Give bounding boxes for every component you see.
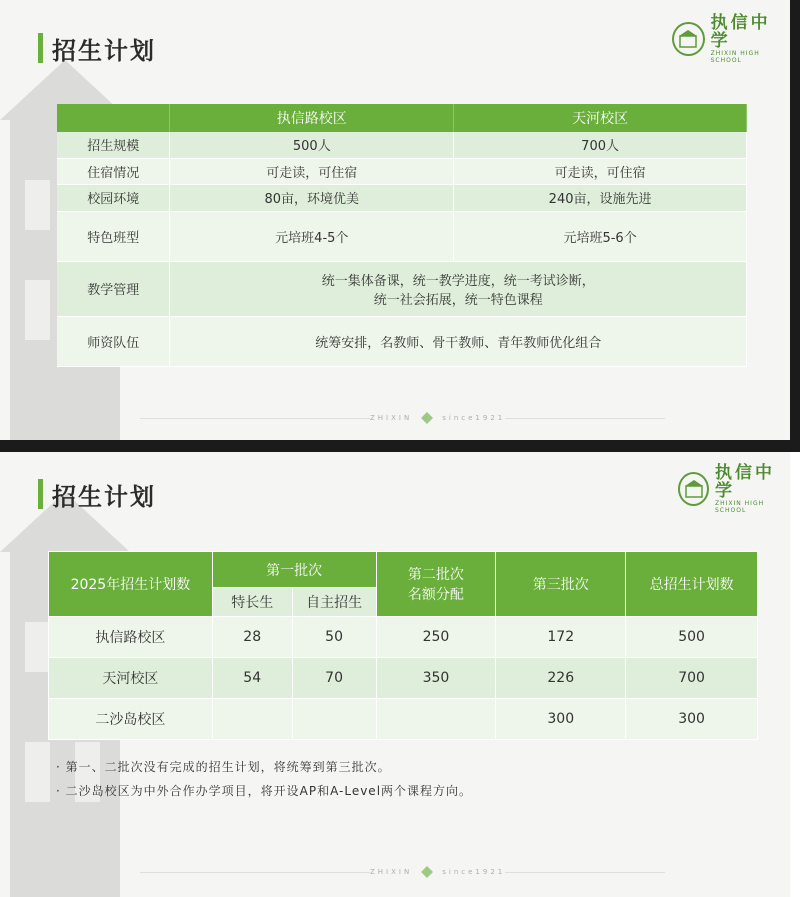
merged-line-2: 统一社会拓展，统一特色课程 <box>373 292 543 308</box>
note-item: · 二沙岛校区为中外合作办学项目，将开设AP和A-Level两个课程方向。 <box>56 784 473 798</box>
header-batch-2-line-1: 第二批次 <box>407 567 464 583</box>
cell: 300 <box>626 699 758 740</box>
header-batch-2 <box>376 552 496 617</box>
logo-name: 执信中学 <box>710 13 771 51</box>
campus-name: 天河校区 <box>49 658 213 699</box>
title-accent-bar <box>38 33 43 63</box>
footer-right-text: since1921 <box>442 414 506 422</box>
slide-1 <box>0 0 790 440</box>
header-independent-admission: 自主招生 <box>292 588 376 617</box>
cell <box>292 699 376 740</box>
cell: 700 <box>626 658 758 699</box>
cell: 350 <box>376 658 496 699</box>
school-seal-icon <box>672 22 705 56</box>
cell: 300 <box>496 699 626 740</box>
footer-line <box>505 872 665 873</box>
header-corner: 2025年招生计划数 <box>49 552 213 617</box>
right-edge <box>790 0 800 440</box>
school-logo <box>672 14 790 64</box>
cell: 可走读，可住宿 <box>170 158 454 184</box>
cell: 80亩，环境优美 <box>170 184 454 211</box>
table-row <box>49 617 758 658</box>
cell: 500 <box>626 617 758 658</box>
cell: 54 <box>212 658 292 699</box>
cell: 28 <box>212 617 292 658</box>
merged-cell: 统筹安排，名教师、骨干教师、青年教师优化组合 <box>170 316 747 366</box>
footer-left-text: ZHIXIN <box>370 414 413 422</box>
leaf-logo-icon <box>420 411 434 425</box>
notes-list <box>56 755 472 803</box>
cell: 70 <box>292 658 376 699</box>
cell <box>212 699 292 740</box>
campus-name: 执信路校区 <box>49 617 213 658</box>
header-tianhe: 天河校区 <box>454 104 747 132</box>
row-label: 住宿情况 <box>57 158 170 184</box>
note-item: · 第一、二批次没有完成的招生计划，将统筹到第三批次。 <box>56 760 391 774</box>
table-row <box>49 699 758 740</box>
cell: 500人 <box>170 132 454 158</box>
row-label: 教学管理 <box>57 261 170 316</box>
school-seal-icon <box>678 472 709 506</box>
footer-line <box>140 418 370 419</box>
footer-line <box>140 872 370 873</box>
slide-2 <box>0 452 790 897</box>
table-row <box>49 658 758 699</box>
slide-footer <box>140 865 665 879</box>
merged-cell <box>170 261 747 316</box>
table-row <box>57 184 747 211</box>
cell: 240亩，设施先进 <box>454 184 747 211</box>
row-label: 校园环境 <box>57 184 170 211</box>
cell: 50 <box>292 617 376 658</box>
cell: 元培班4-5个 <box>170 211 454 261</box>
row-label: 招生规模 <box>57 132 170 158</box>
slide-divider <box>0 440 800 452</box>
logo-subtitle: ZHIXIN HIGH SCHOOL <box>710 50 760 64</box>
table-row <box>57 316 747 366</box>
cell: 226 <box>496 658 626 699</box>
header-total: 总招生计划数 <box>626 552 758 617</box>
school-logo <box>678 464 790 514</box>
enrollment-plan-table <box>48 551 758 740</box>
table-row <box>57 261 747 316</box>
footer-left-text: ZHIXIN <box>370 868 413 876</box>
cell: 元培班5-6个 <box>454 211 747 261</box>
cell: 700人 <box>454 132 747 158</box>
header-batch-3: 第三批次 <box>496 552 626 617</box>
header-corner <box>57 104 170 132</box>
campus-name: 二沙岛校区 <box>49 699 213 740</box>
logo-subtitle: ZHIXIN HIGH SCHOOL <box>715 500 765 514</box>
header-zhixin-road: 执信路校区 <box>170 104 454 132</box>
cell: 172 <box>496 617 626 658</box>
header-batch-1: 第一批次 <box>212 552 376 588</box>
table-row <box>57 132 747 158</box>
leaf-logo-icon <box>420 865 434 879</box>
row-label: 特色班型 <box>57 211 170 261</box>
table-header-row <box>57 104 747 132</box>
table-header-row <box>49 552 758 588</box>
page-title: 招生计划 <box>52 483 156 511</box>
footer-right-text: since1921 <box>442 868 506 876</box>
cell <box>376 699 496 740</box>
slide-footer <box>140 411 665 425</box>
campus-comparison-table <box>57 104 747 367</box>
table-row <box>57 158 747 184</box>
footer-line <box>505 418 665 419</box>
page-title: 招生计划 <box>52 37 156 65</box>
cell: 250 <box>376 617 496 658</box>
table-row <box>57 211 747 261</box>
row-label: 师资队伍 <box>57 316 170 366</box>
header-special-students: 特长生 <box>212 588 292 617</box>
header-batch-2-line-2: 名额分配 <box>407 587 464 603</box>
logo-name: 执信中学 <box>715 463 775 501</box>
title-accent-bar <box>38 479 43 509</box>
cell: 可走读，可住宿 <box>454 158 747 184</box>
merged-line-1: 统一集体备课，统一教学进度，统一考试诊断， <box>321 273 595 289</box>
